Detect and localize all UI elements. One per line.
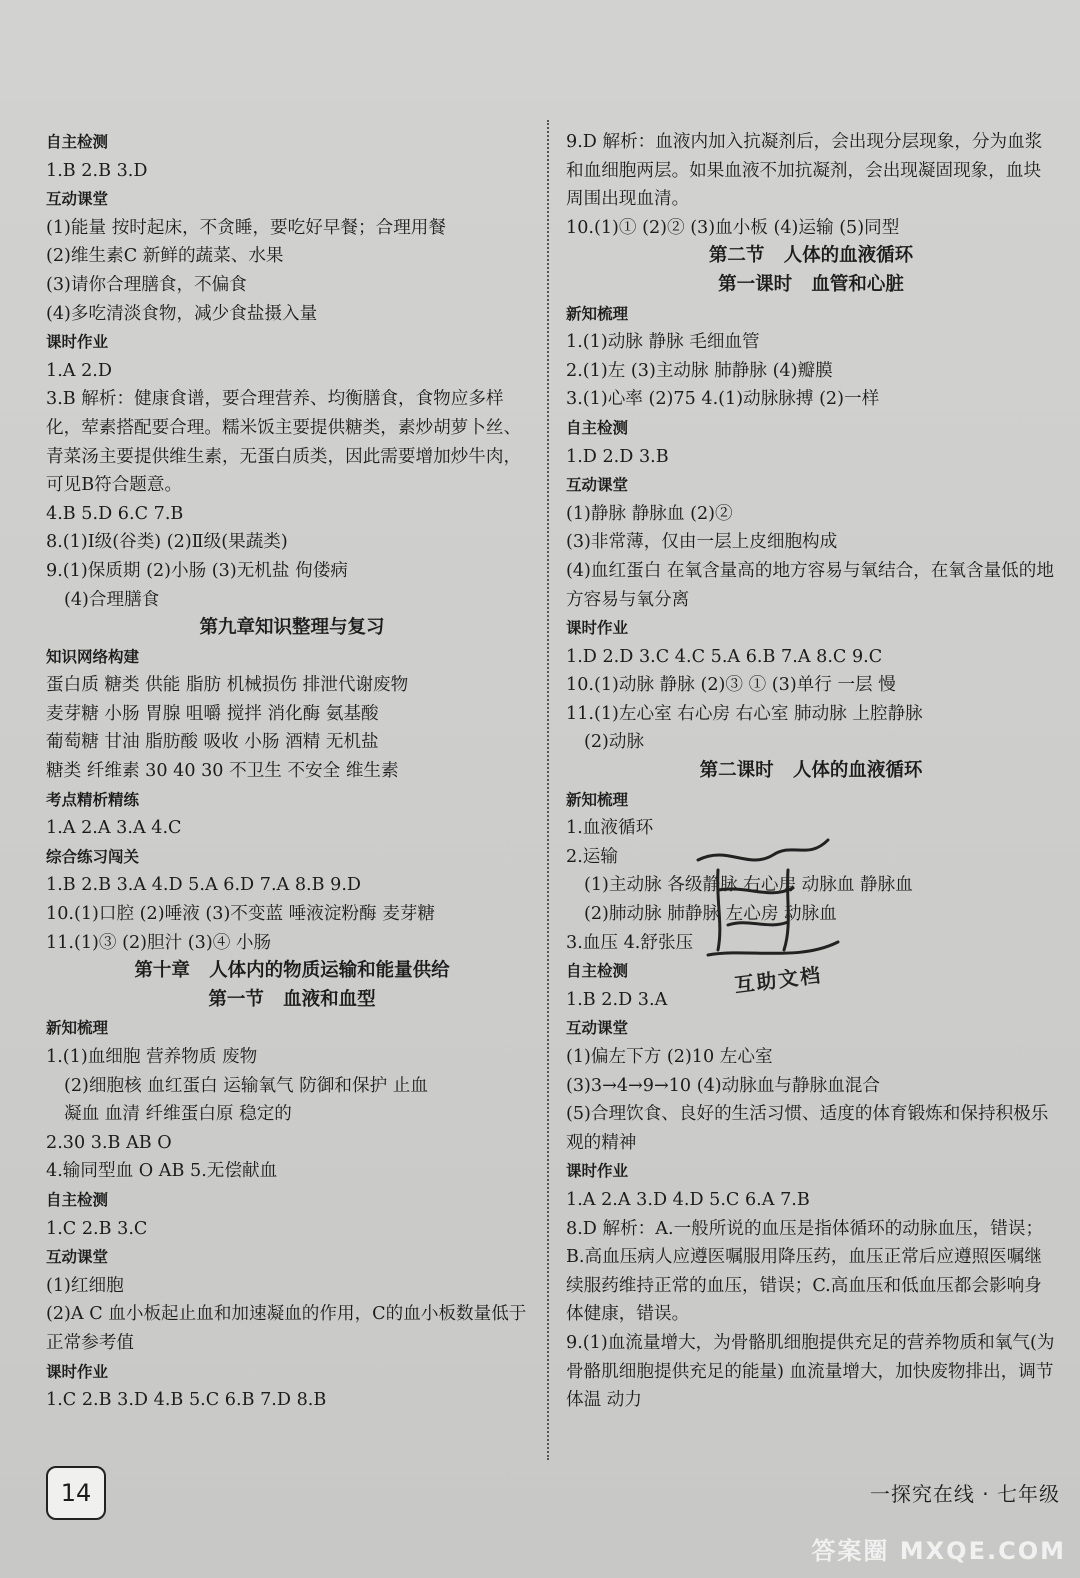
right-column: [566, 128, 1056, 1458]
section-heading: 新知梳理: [46, 1019, 109, 1038]
answer-line: (1)主动脉 各级静脉 右心房 动脉血 静脉血: [584, 875, 913, 896]
answer-line: 4.输同型血 O AB 5.无偿献血: [46, 1161, 278, 1182]
stamp-text: 互助文档: [733, 962, 824, 998]
answer-line: 1.A 2.A 3.A 4.C: [46, 818, 182, 839]
section-heading: 新知梳理: [566, 304, 629, 323]
footer-book-title: 一探究在线 · 七年级: [869, 1482, 1060, 1506]
answer-line: (2)细胞核 血红蛋白 运输氧气 防御和保护 止血: [64, 1075, 428, 1096]
section-heading: 考点精析精练: [46, 790, 140, 809]
answer-line: 凝血 血清 纤维蛋白原 稳定的: [64, 1104, 292, 1125]
answer-line: 10.(1)① (2)② (3)血小板 (4)运输 (5)同型: [566, 217, 900, 238]
answer-line: 1.B 2.D 3.A: [566, 989, 668, 1010]
section-heading: 互动课堂: [566, 1019, 629, 1038]
section-heading: 自主检测: [566, 418, 629, 437]
answer-line: 1.C 2.B 3.C: [46, 1218, 148, 1239]
answer-paragraph: 9.D 解析：血液内加入抗凝剂后，会出现分层现象，分为血浆和血细胞两层。如果血液不加抗凝剂，会出现凝固现象，血块周围出现血清。: [566, 132, 1043, 210]
answer-line: 1.D 2.D 3.C 4.C 5.A 6.B 7.A 8.C 9.C: [566, 646, 883, 667]
chapter-title: 第一节 血液和血型: [208, 988, 376, 1010]
answer-line: 麦芽糖 小肠 胃腺 咀嚼 搅拌 消化酶 氨基酸: [46, 703, 379, 724]
answer-line: 糖类 纤维素 30 40 30 不卫生 不安全 维生素: [46, 761, 399, 782]
answer-paragraph: 9.(1)血流量增大，为骨骼肌细胞提供充足的营养物质和氧气(为骨骼肌细胞提供充足的能量) 血流量增大，加快废物排出，调节体温 动力: [566, 1332, 1055, 1411]
answer-line: 1.C 2.B 3.D 4.B 5.C 6.B 7.D 8.B: [46, 1390, 327, 1411]
section-heading: 课时作业: [46, 333, 109, 352]
answer-line: 1.血液循环: [566, 818, 654, 839]
answer-line: 2.(1)左 (3)主动脉 肺静脉 (4)瓣膜: [566, 360, 833, 381]
answer-line: 10.(1)动脉 静脉 (2)③ ① (3)单行 一层 慢: [566, 675, 896, 696]
answer-line: (2)维生素C 新鲜的蔬菜、水果: [46, 246, 284, 267]
section-heading: 综合练习闯关: [46, 847, 140, 866]
answer-line: 1.A 2.A 3.D 4.D 5.C 6.A 7.B: [566, 1189, 810, 1210]
section-heading: 自主检测: [46, 133, 109, 151]
page-number: 14: [46, 1466, 106, 1520]
chapter-title: 第一课时 血管和心脏: [718, 273, 904, 295]
answer-paragraph: 8.D 解析：A.一般所说的血压是指体循环的动脉血压，错误；B.高血压病人应遵医嘱服用降压药，血压正常后应遵照医嘱继续服药维持正常的血压，错误；C.高血压和低血压都会影响身体健康，错误。: [566, 1218, 1044, 1325]
answer-line: (1)能量 按时起床，不贪睡，要吃好早餐；合理用餐: [46, 217, 446, 238]
answer-line: 蛋白质 糖类 供能 脂肪 机械损伤 排泄代谢废物: [46, 675, 409, 696]
section-heading: 新知梳理: [566, 790, 629, 809]
section-heading: 自主检测: [46, 1190, 109, 1209]
section-heading: 自主检测: [566, 962, 629, 981]
answer-paragraph: (5)合理饮食、良好的生活习惯、适度的体育锻炼和保持积极乐观的精神: [566, 1104, 1049, 1153]
section-heading: 课时作业: [46, 1362, 109, 1381]
section-heading: 课时作业: [566, 1162, 629, 1181]
column-divider: [547, 120, 549, 1460]
chapter-title: 第二课时 人体的血液循环: [699, 760, 923, 782]
section-heading: 互动课堂: [46, 190, 109, 209]
answer-line: 11.(1)左心室 右心房 右心室 肺动脉 上腔静脉: [566, 703, 923, 724]
answer-line: (3)非常薄，仅由一层上皮细胞构成: [566, 532, 838, 553]
answer-line: 1.(1)血细胞 营养物质 废物: [46, 1047, 258, 1067]
answer-line: 3.(1)心率 (2)75 4.(1)动脉脉搏 (2)一样: [566, 389, 880, 410]
answer-paragraph: (4)血红蛋白 在氧含量高的地方容易与氧结合，在氧含量低的地方容易与氧分离: [566, 560, 1054, 610]
answer-line: 1.(1)动脉 静脉 毛细血管: [566, 332, 760, 353]
section-heading: 知识网络构建: [46, 647, 140, 666]
answer-line: 10.(1)口腔 (2)唾液 (3)不变蓝 唾液淀粉酶 麦芽糖: [46, 904, 436, 925]
answer-line: 2.运输: [566, 846, 618, 867]
section-heading: 互动课堂: [566, 476, 629, 495]
answer-line: 1.A 2.D: [46, 360, 112, 381]
answer-line: (4)多吃清淡食物，减少食盐摄入量: [46, 303, 318, 324]
answer-line: (2)动脉: [584, 732, 645, 753]
answer-line: (1)偏左下方 (2)10 左心室: [566, 1047, 773, 1067]
answer-line: (3)请你合理膳食，不偏食: [46, 274, 247, 295]
chapter-title: 第十章 人体内的物质运输和能量供给: [134, 960, 450, 982]
answer-paragraph: 3.B 解析：健康食谱，要合理营养、均衡膳食，食物应多样化，荤素搭配要合理。糯米饭主要提供糖类，素炒胡萝卜丝、青菜汤主要提供维生素，无蛋白质类，因此需要增加炒牛肉，可见B符合题意。: [46, 389, 522, 496]
answer-line: 9.(1)保质期 (2)小肠 (3)无机盐 佝偻病: [46, 560, 348, 581]
answer-line: 3.血压 4.舒张压: [566, 932, 694, 953]
answer-line: 1.B 2.B 3.A 4.D 5.A 6.D 7.A 8.B 9.D: [46, 875, 362, 896]
watermark: 答案圈 MXQE.COM: [811, 1537, 1066, 1565]
answer-line: 8.(1)Ⅰ级(谷类) (2)Ⅱ级(果蔬类): [46, 532, 288, 553]
chapter-title: 第二节 人体的血液循环: [708, 245, 914, 267]
answer-line: (1)静脉 静脉血 (2)②: [566, 503, 733, 524]
section-heading: 互动课堂: [46, 1248, 109, 1267]
answer-line: 1.D 2.D 3.B: [566, 446, 669, 467]
answer-line: 11.(1)③ (2)胆汁 (3)④ 小肠: [46, 932, 272, 953]
answer-line: (4)合理膳食: [64, 589, 160, 610]
answer-line: 1.B 2.B 3.D: [46, 160, 148, 181]
answer-paragraph: (2)A C 血小板起止血和加速凝血的作用，C的血小板数量低于正常参考值: [46, 1304, 527, 1353]
left-column: [46, 128, 538, 1458]
answer-line: (1)红细胞: [46, 1275, 124, 1296]
answer-line: (3)3→4→9→10 (4)动脉血与静脉血混合: [566, 1075, 880, 1096]
chapter-title: 第九章知识整理与复习: [199, 617, 385, 639]
answer-line: 2.30 3.B AB O: [46, 1132, 172, 1153]
section-heading: 课时作业: [566, 619, 629, 638]
answer-line: (2)肺动脉 肺静脉 左心房 动脉血: [584, 904, 837, 925]
answer-line: 葡萄糖 甘油 脂肪酸 吸收 小肠 酒精 无机盐: [46, 732, 379, 753]
answer-line: 4.B 5.D 6.C 7.B: [46, 503, 184, 524]
